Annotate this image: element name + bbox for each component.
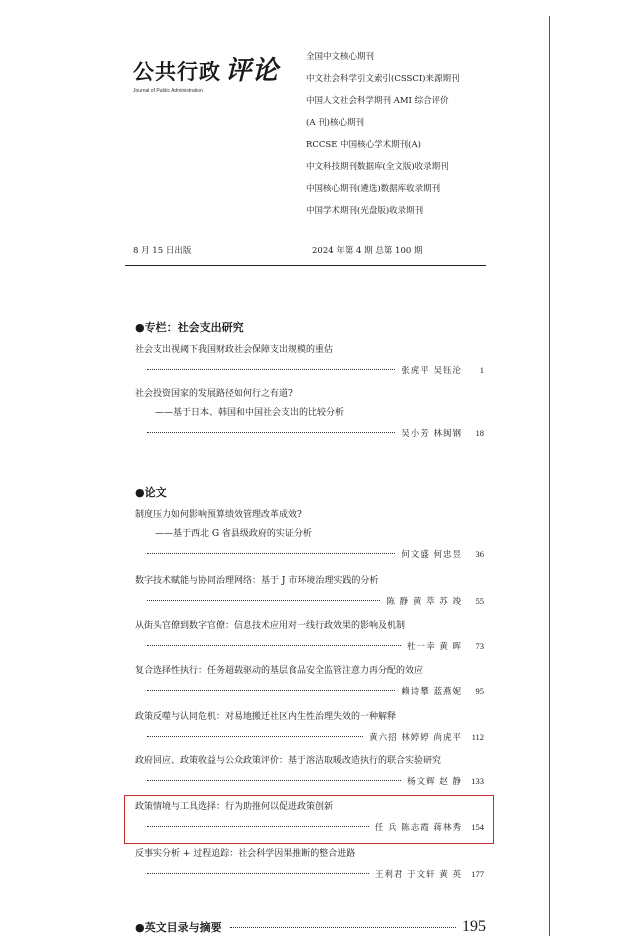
entry-page: 36 [475,548,484,559]
entry-page: 73 [475,640,484,651]
publication-date: 8 月 15 日出版 [133,246,192,256]
dot-leader [230,927,456,928]
indexing-item: (A 刊)核心期刊 [306,118,364,128]
entry-authors: 杨文辉 赵 静 [407,776,462,787]
toc-entry-highlighted[interactable] [135,798,484,836]
indexing-item: 中国人文社会科学期刊 AMI 综合评价 [306,96,449,106]
journal-logo [133,50,279,94]
entry-authors: 赖诗攀 蓝燕妮 [401,686,462,697]
dot-leader [147,690,395,691]
entry-page: 55 [475,595,484,606]
toc-entry[interactable] [135,752,484,790]
toc-entry[interactable] [135,385,484,442]
entry-title: 复合选择性执行：任务超载驱动的基层食品安全监管注意力再分配的效应 [135,666,424,676]
toc-entry[interactable] [135,708,484,746]
entry-meta [135,636,484,655]
dot-leader [147,736,363,737]
dot-leader [147,369,395,370]
dot-leader [147,432,395,433]
margin-rule [549,16,550,936]
indexing-item: RCCSE 中国核心学术期刊(A) [306,140,421,150]
section-heading-english: ●英文目录与摘要 [135,921,222,934]
entry-meta [135,727,484,746]
journal-subtitle-en: Journal of Public Administration [133,88,203,94]
entry-page: 18 [475,427,484,438]
entry-title: 社会投资国家的发展路径如何行之有道? [135,389,293,399]
toc-entry[interactable] [135,341,484,379]
entry-meta [135,817,484,836]
header-divider [125,265,486,266]
entry-meta [135,423,484,442]
toc-entry[interactable] [135,662,484,700]
entry-meta [135,771,484,790]
section-heading-papers: ●论文 [135,486,167,499]
journal-title-print: 公共行政 [133,59,221,84]
entry-subtitle: ——基于日本、韩国和中国社会支出的比较分析 [155,408,345,418]
entry-authors: 吴小芳 林闽钢 [401,428,462,439]
entry-title: 政策情境与工具选择：行为助推何以促进政策创新 [135,802,334,812]
entry-page: 195 [462,918,486,935]
entry-title: 制度压力如何影响预算绩效管理改革成效? [135,510,302,520]
entry-page: 95 [475,685,484,696]
entry-meta [135,591,484,610]
entry-authors: 黄六招 林婷婷 尚虎平 [369,732,462,743]
entry-authors: 张虎平 吴钰沦 [401,365,462,376]
toc-entry-english[interactable] [135,918,484,936]
dot-leader [147,553,395,554]
indexing-list [306,46,460,222]
indexing-item: 中文社会科学引文索引(CSSCI)来源期刊 [306,74,460,84]
toc-entry[interactable] [135,845,484,883]
indexing-item: 中国核心期刊(遴选)数据库收录期刊 [306,184,441,194]
journal-title-brush: 评论 [225,56,280,86]
entry-title: 社会支出视阈下我国财政社会保障支出规模的重估 [135,345,334,355]
dot-leader [147,826,369,827]
entry-title: 政府回应、政策收益与公众政策评价：基于溶洁取暖改造执行的联合实验研究 [135,756,442,766]
entry-title: 政策反噬与认同危机：对易地搬迁社区内生性治理失效的一种解释 [135,712,397,722]
entry-meta [135,360,484,379]
entry-page: 177 [471,868,484,879]
journal-title [133,50,279,87]
entry-page: 154 [471,821,484,832]
toc-entry[interactable] [135,506,484,563]
entry-authors: 任 兵 陈志霞 蒋林秀 [374,822,462,833]
indexing-item: 全国中文核心期刊 [306,52,375,62]
dot-leader [147,873,369,874]
entry-meta [135,681,484,700]
entry-meta [135,864,484,883]
entry-meta [135,544,484,563]
indexing-item: 中国学术期刊(光盘版)收录期刊 [306,206,424,216]
toc-entry[interactable] [135,572,484,610]
section-heading-column: ●专栏：社会支出研究 [135,321,244,334]
dot-leader [147,780,401,781]
entry-authors: 陈 静 黄 萃 苏 竣 [386,596,462,607]
issue-number: 2024 年第 4 期 总第 100 期 [312,246,423,256]
entry-authors: 王利君 于文轩 黄 英 [374,869,462,880]
entry-authors: 何文盛 何忠昱 [401,549,462,560]
toc-entry[interactable] [135,617,484,655]
entry-title: 反事实分析 + 过程追踪：社会科学因果推断的整合进路 [135,849,356,859]
entry-page: 1 [479,364,484,375]
dot-leader [147,645,401,646]
indexing-item: 中文科技期刊数据库(全文版)收录期刊 [306,162,449,172]
entry-subtitle: ——基于西北 G 省县级政府的实证分析 [155,529,312,539]
entry-page: 133 [471,775,484,786]
entry-authors: 杜一幸 黄 晖 [407,641,462,652]
entry-title: 数字技术赋能与协同治理网络：基于 J 市环境治理实践的分析 [135,576,379,586]
dot-leader [147,600,380,601]
entry-title: 从街头官僚到数字官僚：信息技术应用对一线行政效果的影响及机制 [135,621,406,631]
entry-page: 112 [471,731,484,742]
